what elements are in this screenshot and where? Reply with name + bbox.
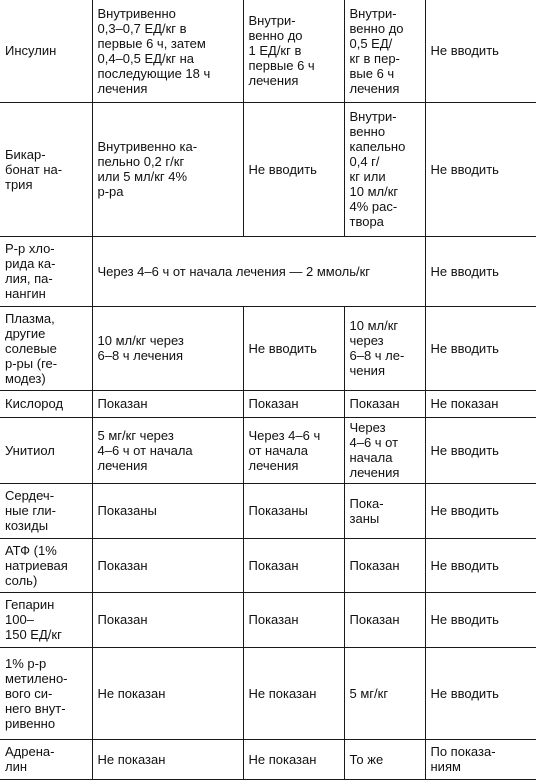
cell-col3: То же: [344, 739, 425, 779]
table-row: [0, 102, 536, 236]
drug-name: Инсулин: [0, 0, 92, 102]
cell-col4: Не вводить: [425, 306, 536, 390]
cell-col3: Пока- заны: [344, 483, 425, 538]
table-row: [0, 417, 536, 483]
cell-col2: Не показан: [243, 647, 344, 739]
cell-col1: Внутривенно 0,3–0,7 ЕД/кг в первые 6 ч, затем 0,4–0,5 ЕД/кг на последующие 18 ч лечения: [92, 0, 243, 102]
cell-col3: Показан: [344, 592, 425, 647]
table-row: [0, 306, 536, 390]
cell-col2: Не показан: [243, 739, 344, 779]
cell-col4: Не показан: [425, 390, 536, 417]
cell-col3: Показан: [344, 390, 425, 417]
cell-col3: Показан: [344, 538, 425, 592]
cell-col4: По показа- ниям: [425, 739, 536, 779]
cell-col3: 5 мг/кг: [344, 647, 425, 739]
drug-name: 1% р-р метилено- вого си- него внут- ривенно: [0, 647, 92, 739]
cell-col1: Внутривенно ка- пельно 0,2 г/кг или 5 мл/кг 4% р-ра: [92, 102, 243, 236]
drug-name: Гепарин 100– 150 ЕД/кг: [0, 592, 92, 647]
cell-col4: Не вводить: [425, 0, 536, 102]
table-row: [0, 483, 536, 538]
cell-col2: Не вводить: [243, 306, 344, 390]
cell-col2: Внутри- венно до 1 ЕД/кг в первые 6 ч лечения: [243, 0, 344, 102]
drug-name: Р-р хло- рида ка- лия, па- нангин: [0, 236, 92, 306]
drug-name: Кислород: [0, 390, 92, 417]
cell-col3: Внутри- венно до 0,5 ЕД/ кг в пер- вые 6 ч лечения: [344, 0, 425, 102]
table-row: [0, 538, 536, 592]
drug-name: АТФ (1% натриевая соль): [0, 538, 92, 592]
cell-col3: Через 4–6 ч от начала лечения: [344, 417, 425, 483]
cell-col2: Показан: [243, 538, 344, 592]
table-row: [0, 739, 536, 779]
drug-name: Плазма, другие солевые р-ры (ге- модез): [0, 306, 92, 390]
cell-col1: 10 мл/кг через 6–8 ч лечения: [92, 306, 243, 390]
cell-col2: Не вводить: [243, 102, 344, 236]
table-row: [0, 592, 536, 647]
cell-col1: Показан: [92, 538, 243, 592]
cell-col4: Не вводить: [425, 102, 536, 236]
cell-col3: 10 мл/кг через 6–8 ч ле- чения: [344, 306, 425, 390]
cell-col2: Показаны: [243, 483, 344, 538]
cell-col3: Внутри- венно капельно 0,4 г/ кг или 10 мл/кг 4% рас- твора: [344, 102, 425, 236]
cell-col4: Не вводить: [425, 417, 536, 483]
drug-name: Бикар- бонат на- трия: [0, 102, 92, 236]
table-row: [0, 647, 536, 739]
cell-col2: Через 4–6 ч от начала лечения: [243, 417, 344, 483]
drug-name: Унитиол: [0, 417, 92, 483]
drug-name: Адрена- лин: [0, 739, 92, 779]
cell-col1: Показан: [92, 390, 243, 417]
cell-col1: Не показан: [92, 647, 243, 739]
cell-col4: Не вводить: [425, 236, 536, 306]
cell-col4: Не вводить: [425, 592, 536, 647]
table-row: [0, 236, 536, 306]
cell-col1: Показан: [92, 592, 243, 647]
cell-merged: Через 4–6 ч от начала лечения — 2 ммоль/кг: [92, 236, 425, 306]
cell-col1: 5 мг/кг через 4–6 ч от начала лечения: [92, 417, 243, 483]
cell-col4: Не вводить: [425, 538, 536, 592]
cell-col1: Не показан: [92, 739, 243, 779]
table-row: [0, 0, 536, 102]
table-row: [0, 390, 536, 417]
cell-col2: Показан: [243, 592, 344, 647]
cell-col4: Не вводить: [425, 483, 536, 538]
cell-col1: Показаны: [92, 483, 243, 538]
cell-col4: Не вводить: [425, 647, 536, 739]
drug-name: Сердеч- ные гли- козиды: [0, 483, 92, 538]
cell-col2: Показан: [243, 390, 344, 417]
